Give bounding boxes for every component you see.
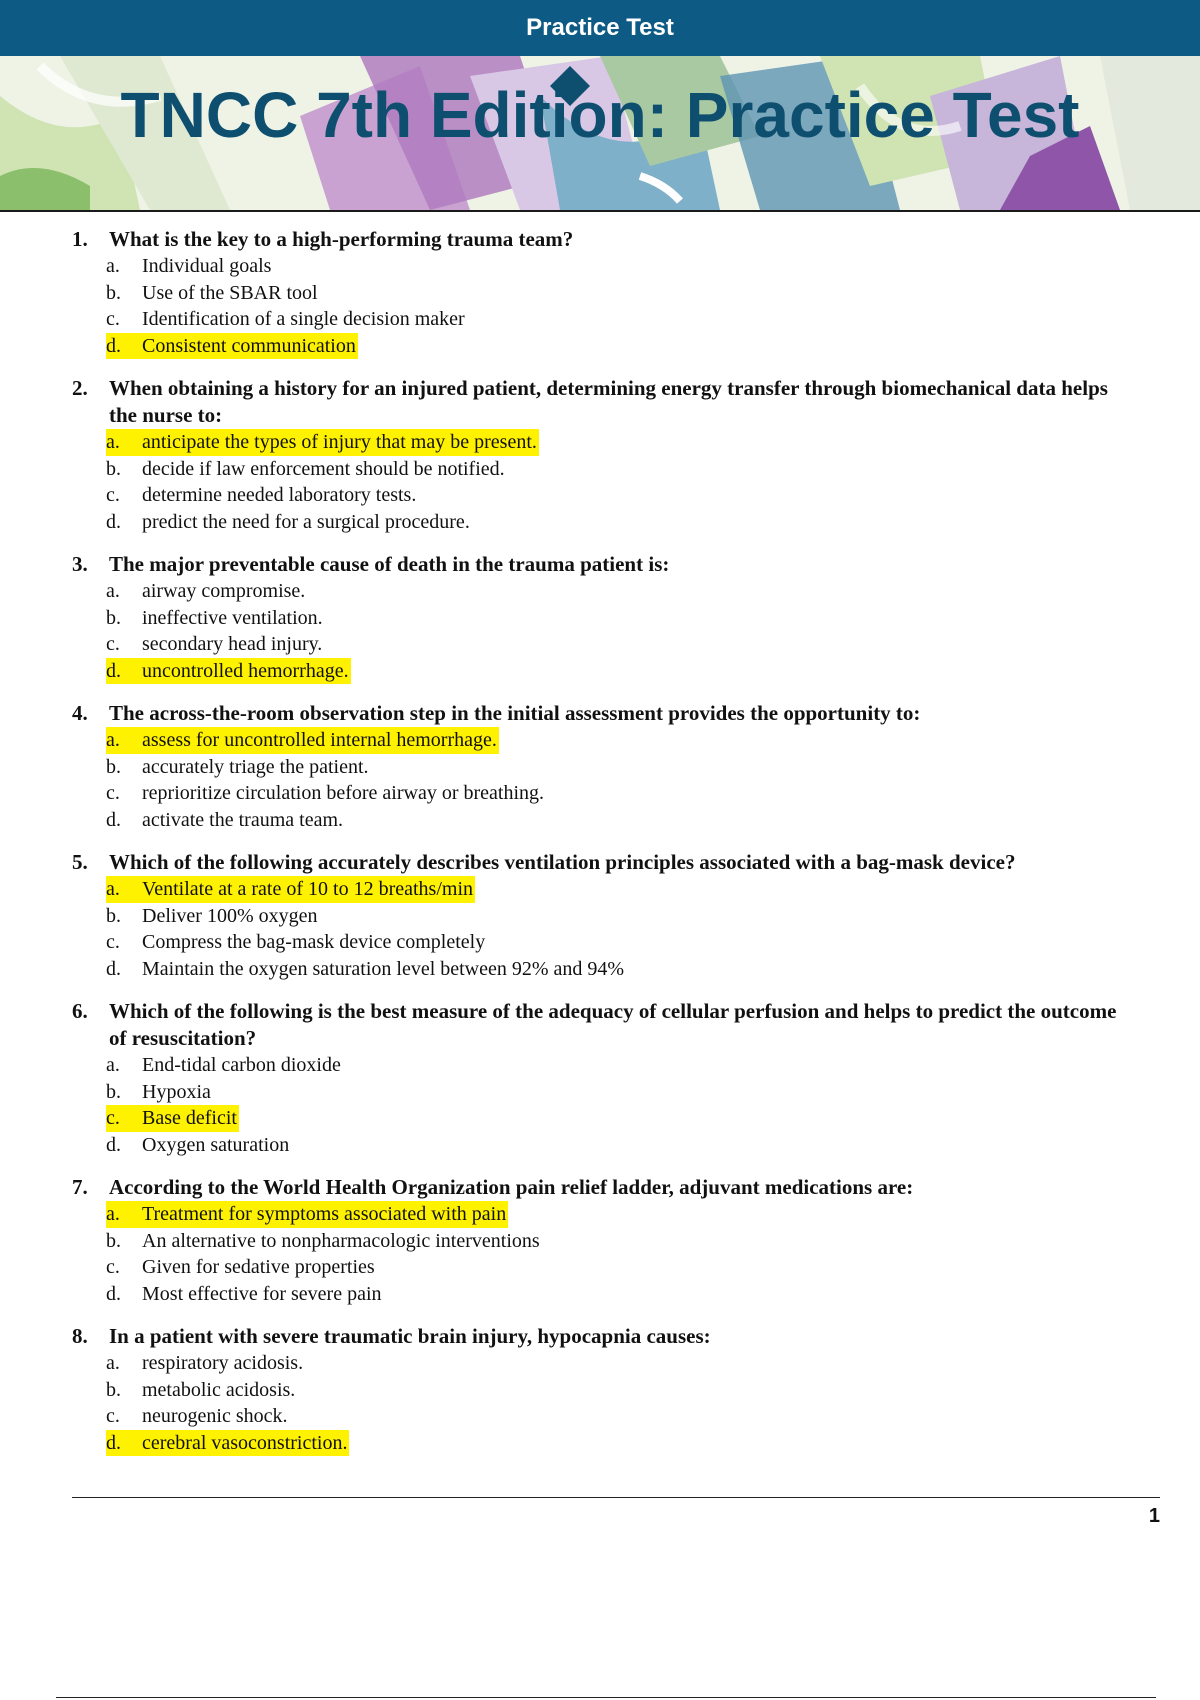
option-d-correct: d. Consistent communication [106, 333, 1132, 360]
option-a: a. respiratory acidosis. [106, 1352, 304, 1374]
question-number: 8. [72, 1324, 88, 1348]
question-6 [72, 998, 1132, 1158]
page-number: 1 [1148, 1505, 1160, 1527]
question-number: 7. [72, 1175, 88, 1199]
option-c: c. Identification of a single decision maker [106, 308, 465, 330]
question-8 [72, 1323, 1132, 1456]
option-b: b. ineffective ventilation. [106, 606, 323, 629]
question-text: In a patient with severe traumatic brain injury, hypocapnia causes: [109, 1324, 711, 1348]
question-3 [72, 551, 1132, 684]
question-number: 4. [72, 701, 88, 725]
option-a: a. End-tidal carbon dioxide [106, 1054, 341, 1076]
footer-divider [72, 1497, 1160, 1498]
option-d: d. activate the trauma team. [106, 808, 344, 831]
question-number: 6. [72, 999, 88, 1023]
option-d: d. predict the need for a surgical procedure. [106, 510, 470, 533]
option-b: b. metabolic acidosis. [106, 1378, 296, 1401]
banner-title: TNCC 7th Edition: Practice Test [120, 79, 1080, 151]
option-c: c. reprioritize circulation before airway or breathing. [106, 782, 545, 804]
option-b: b. decide if law enforcement should be notified. [106, 457, 505, 480]
option-b: b. accurately triage the patient. [106, 755, 369, 778]
option-a-correct: a. Ventilate at a rate of 10 to 12 breaths/min [106, 876, 1132, 903]
question-text: When obtaining a history for an injured patient, determining energy transfer through biomechanical data helps the nurse to: [109, 376, 1108, 427]
question-text: What is the key to a high-performing trauma team? [109, 227, 574, 251]
question-1 [72, 226, 1132, 359]
option-a-correct: a. anticipate the types of injury that may be present. [106, 429, 1132, 456]
option-a-correct: a. assess for uncontrolled internal hemorrhage. [106, 727, 1132, 754]
question-7 [72, 1174, 1132, 1307]
question-text: Which of the following accurately describes ventilation principles associated with a bag-mask device? [109, 850, 1016, 874]
option-c: c. neurogenic shock. [106, 1405, 288, 1427]
option-b: b. Use of the SBAR tool [106, 281, 318, 304]
option-c: c. secondary head injury. [106, 633, 323, 655]
question-text: According to the World Health Organization pain relief ladder, adjuvant medications are: [109, 1175, 914, 1199]
question-list [72, 226, 1132, 1472]
option-b: b. Deliver 100% oxygen [106, 904, 318, 927]
option-c: c. Compress the bag-mask device completely [106, 931, 486, 953]
option-a: a. airway compromise. [106, 580, 306, 602]
option-d-correct: d. uncontrolled hemorrhage. [106, 658, 1132, 685]
option-d: d. Maintain the oxygen saturation level between 92% and 94% [106, 957, 625, 980]
option-c: c. Given for sedative properties [106, 1256, 375, 1278]
question-4 [72, 700, 1132, 833]
option-b: b. Hypoxia [106, 1080, 211, 1103]
option-b: b. An alternative to nonpharmacologic interventions [106, 1229, 540, 1252]
option-d-correct: d. cerebral vasoconstriction. [106, 1430, 1132, 1457]
header-bar [0, 0, 1200, 56]
page-edge-divider [56, 1697, 1156, 1698]
option-c-correct: c. Base deficit [106, 1105, 1132, 1132]
question-number: 1. [72, 227, 88, 251]
question-5 [72, 849, 1132, 982]
question-number: 3. [72, 552, 88, 576]
option-d: d. Most effective for severe pain [106, 1282, 382, 1305]
question-text: The across-the-room observation step in the initial assessment provides the opportunity to: [109, 701, 921, 725]
question-text: The major preventable cause of death in the trauma patient is: [109, 552, 670, 576]
question-2 [72, 375, 1132, 535]
option-a: a. Individual goals [106, 255, 272, 277]
question-number: 5. [72, 850, 88, 874]
option-d: d. Oxygen saturation [106, 1133, 290, 1156]
question-text: Which of the following is the best measure of the adequacy of cellular perfusion and helps to predict the outcome of resuscitation? [109, 999, 1117, 1050]
title-banner [0, 56, 1200, 212]
option-c: c. determine needed laboratory tests. [106, 484, 417, 506]
question-number: 2. [72, 376, 88, 400]
option-a-correct: a. Treatment for symptoms associated with pain [106, 1201, 1132, 1228]
header-bar-title: Practice Test [526, 14, 674, 41]
